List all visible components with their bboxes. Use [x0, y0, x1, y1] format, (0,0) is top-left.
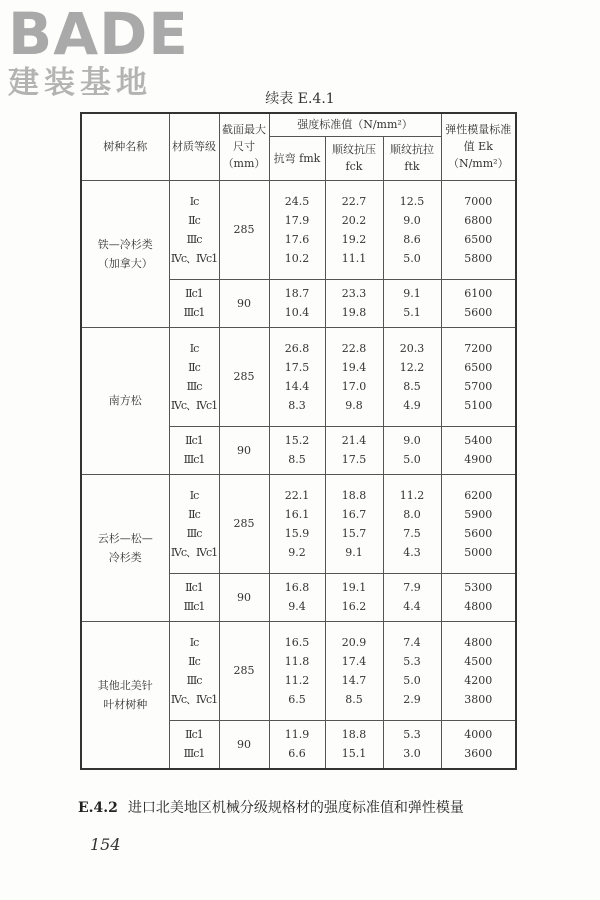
table-cell-value: 14.7	[341, 673, 367, 687]
grade-value: Ⅱc	[188, 654, 200, 668]
table-cell-value: 5400	[464, 434, 493, 447]
table-cell-value: 22.1	[284, 488, 310, 502]
table-cell-value: 8.3	[288, 398, 306, 412]
section-size-value: 285	[219, 621, 269, 720]
table-cell-value: 19.8	[341, 306, 367, 319]
grade-value: Ⅳc、Ⅳc1	[170, 692, 218, 706]
table-cell-value: 18.8	[341, 488, 367, 502]
section-size-value: 285	[219, 474, 269, 573]
tension-cell	[383, 180, 441, 279]
table-cell-value: 26.8	[284, 341, 310, 355]
table-cell-value: 8.0	[403, 507, 421, 521]
table-cell-value: 5.1	[403, 306, 421, 319]
grade-value: Ⅱc1	[185, 581, 203, 594]
table-body	[81, 180, 516, 769]
table-cell-value: 5300	[464, 581, 493, 594]
modulus-cell	[441, 573, 516, 621]
table-cell-value: 5600	[464, 306, 493, 319]
species-name: 云杉—松—冷杉类	[81, 474, 169, 621]
table-cell-value: 6100	[464, 287, 493, 300]
table-cell-value: 20.9	[341, 635, 367, 649]
table-cell-value: 11.8	[284, 654, 310, 668]
table-cell-value: 10.4	[284, 306, 310, 319]
table-cell-value: 7200	[464, 341, 493, 355]
table-cell-value: 23.3	[341, 287, 367, 300]
modulus-cell	[441, 180, 516, 279]
species-name: 铁—冷杉类（加拿大）	[81, 180, 169, 327]
table-cell-value: 4800	[464, 600, 493, 613]
header-tension: 顺纹抗拉 ftk	[383, 136, 441, 180]
table-cell-value: 17.9	[284, 213, 310, 227]
table-cell-value: 24.5	[284, 194, 310, 208]
section-size-value: 90	[219, 426, 269, 474]
table-cell-value: 11.9	[284, 728, 310, 741]
table-cell-value: 9.0	[403, 213, 421, 227]
table-cell-value: 15.1	[341, 747, 367, 760]
table-cell-value: 5.3	[403, 654, 421, 668]
table-cell-value: 8.5	[345, 692, 363, 706]
table-cell-value: 6500	[464, 360, 493, 374]
header-section-size: 截面最大尺寸（mm）	[219, 113, 269, 180]
bending-cell	[269, 474, 325, 573]
table-cell-value: 17.6	[284, 232, 310, 246]
modulus-cell	[441, 720, 516, 769]
header-strength-group: 强度标准值（N/mm²）	[269, 113, 441, 136]
table-cell-value: 9.8	[345, 398, 363, 412]
tension-cell	[383, 474, 441, 573]
table-cell-value: 5000	[464, 545, 493, 559]
grade-value: Ⅲc1	[183, 453, 205, 466]
grade-value: Ⅰc	[189, 488, 199, 502]
grade-value: Ⅳc、Ⅳc1	[170, 398, 218, 412]
section-heading	[78, 797, 464, 817]
table-cell-value: 17.5	[284, 360, 310, 374]
table-cell-value: 7.5	[403, 526, 421, 540]
modulus-cell	[441, 327, 516, 426]
table-cell-value: 7.9	[403, 581, 421, 594]
table-cell-value: 12.2	[399, 360, 425, 374]
grade-value: Ⅰc	[189, 194, 199, 208]
section-title: 进口北美地区机械分级规格材的强度标准值和弹性模量	[127, 800, 464, 816]
grade-value: Ⅲc	[186, 232, 202, 246]
grade-value: Ⅰc	[189, 635, 199, 649]
bending-cell	[269, 279, 325, 327]
grade-value: Ⅲc	[186, 379, 202, 393]
header-modulus: 弹性模量标准值 Ek（N/mm²）	[441, 113, 516, 180]
table-row	[81, 180, 516, 279]
modulus-cell	[441, 474, 516, 573]
grade-value: Ⅲc1	[183, 747, 205, 760]
table-cell-value: 8.5	[288, 453, 306, 466]
table-cell-value: 18.7	[284, 287, 310, 300]
table-cell-value: 4500	[464, 654, 493, 668]
grade-value: Ⅲc1	[183, 600, 205, 613]
header-species: 树种名称	[81, 113, 169, 180]
table-cell-value: 9.1	[403, 287, 421, 300]
table-cell-value: 19.2	[341, 232, 367, 246]
table-cell-value: 16.5	[284, 635, 310, 649]
table-cell-value: 15.7	[341, 526, 367, 540]
table-cell-value: 5900	[464, 507, 493, 521]
section-size-value: 285	[219, 180, 269, 279]
table-cell-value: 9.4	[288, 600, 306, 613]
modulus-cell	[441, 621, 516, 720]
table-cell-value: 8.5	[403, 379, 421, 393]
table-cell-value: 4800	[464, 635, 493, 649]
table-cell-value: 5800	[464, 251, 493, 265]
grade-cell	[169, 621, 219, 720]
table-cell-value: 11.2	[399, 488, 425, 502]
table-cell-value: 3.0	[403, 747, 421, 760]
table-cell-value: 9.0	[403, 434, 421, 447]
grade-value: Ⅳc、Ⅳc1	[170, 545, 218, 559]
table-row	[81, 621, 516, 720]
table-cell-value: 16.2	[341, 600, 367, 613]
bending-cell	[269, 180, 325, 279]
tension-cell	[383, 279, 441, 327]
table-cell-value: 6200	[464, 488, 493, 502]
header-grade: 材质等级	[169, 113, 219, 180]
table-cell-value: 17.4	[341, 654, 367, 668]
table-cell-value: 7000	[464, 194, 493, 208]
bending-cell	[269, 621, 325, 720]
tension-cell	[383, 720, 441, 769]
grade-cell	[169, 720, 219, 769]
grade-value: Ⅱc	[188, 213, 200, 227]
table-cell-value: 6.5	[288, 692, 306, 706]
grade-cell	[169, 327, 219, 426]
compression-cell	[325, 426, 383, 474]
table-cell-value: 4200	[464, 673, 493, 687]
logo-subtitle: 建装基地	[8, 65, 152, 101]
page-number: 154	[90, 835, 121, 854]
table-cell-value: 4000	[464, 728, 493, 741]
table-cell-value: 2.9	[403, 692, 421, 706]
table-cell-value: 19.4	[341, 360, 367, 374]
tension-cell	[383, 327, 441, 426]
grade-value: Ⅰc	[189, 341, 199, 355]
compression-cell	[325, 279, 383, 327]
table-cell-value: 20.2	[341, 213, 367, 227]
table-cell-value: 14.4	[284, 379, 310, 393]
grade-cell	[169, 474, 219, 573]
table-cell-value: 6800	[464, 213, 493, 227]
grade-value: Ⅱc	[188, 360, 200, 374]
table-cell-value: 11.2	[284, 673, 310, 687]
modulus-cell	[441, 426, 516, 474]
grade-value: Ⅱc1	[185, 728, 203, 741]
section-number: E.4.2	[78, 800, 118, 816]
section-size-value: 90	[219, 279, 269, 327]
table-caption: 续表 E.4.1	[265, 91, 335, 107]
table-cell-value: 5.3	[403, 728, 421, 741]
section-size-value: 90	[219, 573, 269, 621]
table-cell-value: 20.3	[399, 341, 425, 355]
grade-value: Ⅱc	[188, 507, 200, 521]
grade-cell	[169, 180, 219, 279]
header-compression: 顺纹抗压 fck	[325, 136, 383, 180]
table-cell-value: 6.6	[288, 747, 306, 760]
bending-cell	[269, 720, 325, 769]
table-cell-value: 8.6	[403, 232, 421, 246]
compression-cell	[325, 180, 383, 279]
grade-value: Ⅲc1	[183, 306, 205, 319]
table-cell-value: 19.1	[341, 581, 367, 594]
grade-cell	[169, 573, 219, 621]
table-cell-value: 5.0	[403, 251, 421, 265]
header-bending: 抗弯 fmk	[269, 136, 325, 180]
table-cell-value: 5.0	[403, 453, 421, 466]
grade-value: Ⅳc、Ⅳc1	[170, 251, 218, 265]
table-cell-value: 4900	[464, 453, 493, 466]
table-cell-value: 7.4	[403, 635, 421, 649]
table-cell-value: 5600	[464, 526, 493, 540]
table-cell-value: 21.4	[341, 434, 367, 447]
grade-value: Ⅲc	[186, 673, 202, 687]
table-cell-value: 15.9	[284, 526, 310, 540]
bending-cell	[269, 327, 325, 426]
compression-cell	[325, 720, 383, 769]
table-cell-value: 10.2	[284, 251, 310, 265]
table-cell-value: 18.8	[341, 728, 367, 741]
section-size-value: 285	[219, 327, 269, 426]
tension-cell	[383, 573, 441, 621]
strength-table	[80, 112, 517, 770]
grade-value: Ⅲc	[186, 526, 202, 540]
table-cell-value: 5.0	[403, 673, 421, 687]
table-cell-value: 16.7	[341, 507, 367, 521]
table-cell-value: 9.1	[345, 545, 363, 559]
table-cell-value: 4.4	[403, 600, 421, 613]
grade-cell	[169, 279, 219, 327]
modulus-cell	[441, 279, 516, 327]
table-cell-value: 17.5	[341, 453, 367, 466]
table-cell-value: 9.2	[288, 545, 306, 559]
table-cell-value: 17.0	[341, 379, 367, 393]
table-cell-value: 16.8	[284, 581, 310, 594]
bending-cell	[269, 573, 325, 621]
grade-value: Ⅱc1	[185, 287, 203, 300]
species-name: 其他北美针叶材树种	[81, 621, 169, 769]
bade-logo	[8, 0, 198, 101]
table-cell-value: 4.3	[403, 545, 421, 559]
table-cell-value: 3800	[464, 692, 493, 706]
table-cell-value: 16.1	[284, 507, 310, 521]
table-cell-value: 6500	[464, 232, 493, 246]
grade-value: Ⅱc1	[185, 434, 203, 447]
table-cell-value: 5100	[464, 398, 493, 412]
table-row	[81, 327, 516, 426]
table-cell-value: 5700	[464, 379, 493, 393]
bending-cell	[269, 426, 325, 474]
section-size-value: 90	[219, 720, 269, 769]
table-cell-value: 4.9	[403, 398, 421, 412]
table-cell-value: 15.2	[284, 434, 310, 447]
table-cell-value: 11.1	[341, 251, 367, 265]
table-cell-value: 12.5	[399, 194, 425, 208]
table-row	[81, 474, 516, 573]
tension-cell	[383, 621, 441, 720]
species-name: 南方松	[81, 327, 169, 474]
compression-cell	[325, 327, 383, 426]
compression-cell	[325, 573, 383, 621]
grade-cell	[169, 426, 219, 474]
table-cell-value: 3600	[464, 747, 493, 760]
table-cell-value: 22.7	[341, 194, 367, 208]
logo-wordmark: BADE	[8, 0, 189, 68]
compression-cell	[325, 621, 383, 720]
table-cell-value: 22.8	[341, 341, 367, 355]
compression-cell	[325, 474, 383, 573]
tension-cell	[383, 426, 441, 474]
